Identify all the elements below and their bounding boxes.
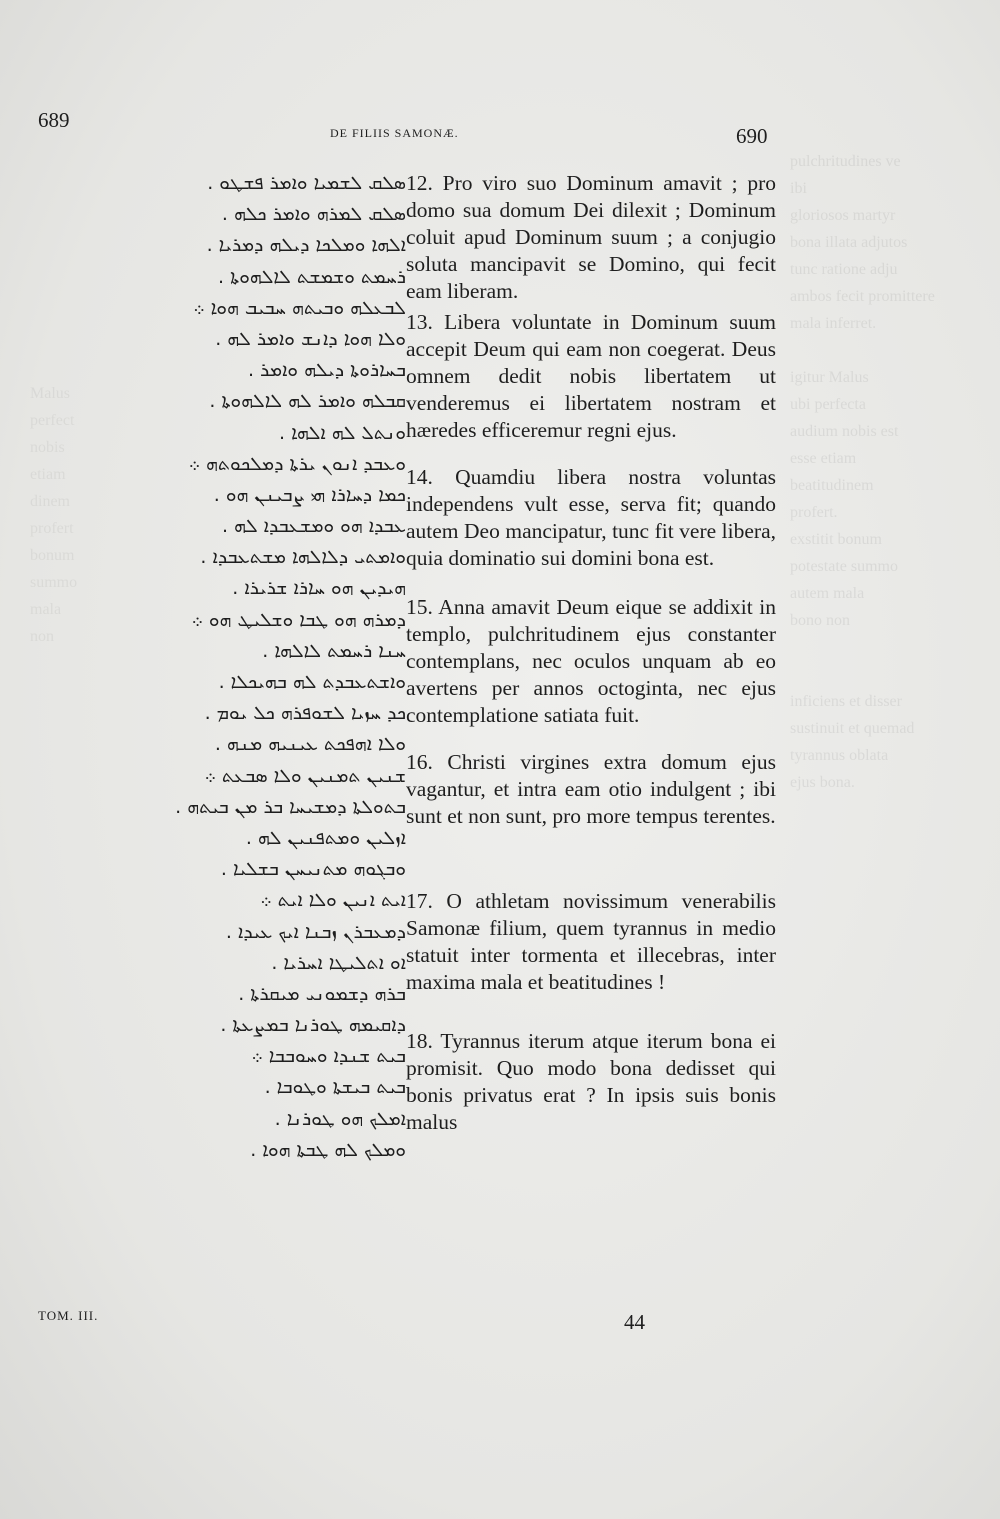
syriac-line: ܕܐܩܝܡܗ ܛܘܪܢܐ ܒܡܨܥܬܐ . <box>220 1014 406 1037</box>
syriac-line: ܐܙܠܝܢ ܘܡܬܦܢܝܢ ܠܗ . <box>245 826 406 849</box>
syriac-line: ܗܝܕܝܢ ܗܘ ܚܐܪܐ ܫܪܝܪܐ . <box>232 577 406 600</box>
running-head: DE FILIIS SAMONÆ. <box>330 126 459 140</box>
syriac-line: ܩܒܠܗ ܘܐܡܪ ܠܗ ܠܐܠܗܘܬܐ . <box>209 390 406 413</box>
syriac-line: ܘܠܐ ܐܗܦܟܬ ܥܝܢܝܗ ܡܢܗ . <box>214 733 406 756</box>
latin-paragraph-18: 18. Tyrannus iterum atque iterum bona ei promisit. Quo modo bona dedisset qui bonis privatus erat ? In ipsis suis bonis malus <box>406 1029 776 1134</box>
syriac-line: ܣܠܩ ܠܡܪܗ ܘܐܡܪ ܟܠܗ . <box>221 203 406 226</box>
latin-paragraph-14: 14. Quamdiu libera nostra voluntas independens vult esse, serva fit; quando autem Deo mancipatur, tunc fit vere libera, quia dominatio sui domini bona est. <box>406 465 776 570</box>
syriac-line: ܪܚܡܬ ܘܫܡܫܬ ܠܐܠܗܘܬܐ . <box>218 265 406 288</box>
syriac-line: ܘܥܒܕ ܐܢܘܢ ܝܪܬܐ ܕܡܠܟܘܬܗ ܀ <box>188 452 406 475</box>
signature-mark: 44 <box>624 1310 645 1334</box>
syriac-line: ܒܝܬ ܫܢܕܐ ܘܚܘܒܒܐ ܀ <box>251 1045 406 1068</box>
syriac-line: ܣܠܩ ܠܫܡܝܐ ܘܐܡܪ ܦܫܛܘ . <box>207 172 406 194</box>
syriac-line: ܟܡܐ ܕܚܐܪܐ ܗܝ ܨܒܝܢܢ ܗܘ . <box>213 483 406 506</box>
syriac-line: ܘܐܡܬܝ ܕܠܐܠܗܐ ܡܫܬܥܒܕܐ . <box>200 546 406 569</box>
syriac-line: ܚܢܐ ܪܚܡܬ ܠܐܠܗܐ . <box>262 639 406 662</box>
syriac-line: ܒܚܐܪܘܬܐ ܕܝܠܗ ܘܐܡܪ . <box>247 359 406 382</box>
latin-paragraph-12: 12. Pro viro suo Dominum amavit ; pro domo sua domum Dei dilexit ; Dominum coluit apud Dominum suum ; a conjugio soluta mancipavit se Domino, qui fecit eam liberam. <box>406 171 776 303</box>
syriac-line: ܫܢܝܢ ܬܡܢܝܢ ܘܠܐ ܣܒܥܬ ܀ <box>204 764 406 787</box>
syriac-line: ܕܡܪܗ ܗܘ ܛܒܐ ܘܫܠܝܛ ܗܘ ܀ <box>191 608 406 631</box>
syriac-line: ܐܝܬ ܐܢܝܢ ܘܠܐ ܐܝܬ ܀ <box>260 889 406 912</box>
latin-paragraph-13: 13. Libera voluntate in Dominum suum accepit Deum qui eam non coegerat. Deus omnem dedit nobis libertatem ut venderemus ei libertatem nostram et hæredes efficeremur regni ejus. <box>406 310 776 442</box>
syriac-line: ܐܘ ܐܬܠܝܛܐ ܐܚܪܝܐ . <box>271 951 406 974</box>
latin-paragraph-15: 15. Anna amavit Deum eique se addixit in templo, pulchritudinem ejus constanter contemplans, nec oculos unquam ab eo avertens per annos octoginta, nec ejus contemplatione satiata fuit. <box>406 595 776 727</box>
latin-paragraph-17: 17. O athletam novissimum venerabilis Samonæ filium, quem tyrannus in medio statuit inter tormenta et illecebras, inter maxima mala et beatitudines ! <box>406 889 776 994</box>
syriac-line: ܐܡܠܟ ܗܘ ܛܘܪܢܐ . <box>274 1107 406 1130</box>
latin-column <box>406 170 776 1136</box>
syriac-line: ܠܒܥܠܗ ܘܒܝܬܗ ܚܒܝܒ ܗܘܐ ܀ <box>193 296 406 319</box>
syriac-column <box>110 168 406 1166</box>
syriac-line: ܘܒܓܘܗ ܡܬܢܝܚܢ ܒܫܠܝܐ . <box>220 858 406 881</box>
syriac-line: ܒܪܗ ܕܫܡܘܢܝ ܡܝܩܪܬܐ . <box>238 982 406 1005</box>
latin-paragraph-16: 16. Christi virgines extra domum ejus vagantur, et intra eam otio indulgent ; ibi sunt et non sunt, pro more tempus terentes. <box>406 750 776 828</box>
left-page-number: 689 <box>38 108 70 132</box>
syriac-line: ܟܕ ܚܙܝܐ ܠܫܘܦܪܗ ܟܠ ܝܘܡ . <box>204 702 406 725</box>
syriac-line: ܘܐܫܬܥܒܕܬ ܠܗ ܒܗܝܟܠܐ . <box>218 671 406 693</box>
syriac-line: ܕܡܥܒܪܢ ܙܒܢܐ ܐܝܟ ܥܝܕܐ . <box>225 920 406 943</box>
volume-label: TOM. III. <box>38 1308 99 1323</box>
syriac-line: ܒܝܬ ܒܝܫܬܐ ܘܛܘܒܐ . <box>264 1076 406 1099</box>
show-through-text: pulchritudines ve ibi gloriosos martyr bona illata adjutos tunc ratione adju ambos fecit promittere mala inferret. igitur Malus ubi perfecta audium nobis est esse etiam beatitudinem profert. exstitit bonum potestate summo autem mala bono non inficiens et disser sustinuit et quemad tyrannus oblata ejus bona. <box>790 153 935 791</box>
syriac-line: ܘܠܐ ܗܘܐ ܕܐܢܫ ܘܐܡܪ ܠܗ . <box>215 327 406 350</box>
syriac-line: ܒܬܘܠܬܐ ܕܡܫܝܚܐ ܒܪ ܡܢ ܒܝܬܗ . <box>175 795 406 818</box>
syriac-line: ܘܡܠܟ ܠܗ ܛܒܬܐ ܗܘܐ . <box>250 1138 406 1161</box>
show-through-text-left: Malus perfect nobis etiam dinem profert bonum summo mala non <box>30 385 78 645</box>
syriac-line: ܐܠܗܐ ܘܡܠܟܐ ܕܝܠܗ ܕܡܪܝܐ . <box>206 234 406 257</box>
syriac-line: ܥܒܕܐ ܗܘ ܘܡܫܥܒܕܐ ܠܗ . <box>221 515 406 538</box>
syriac-line: ܘܢܬܠ ܠܗ ܐܠܗܐ . <box>279 421 406 444</box>
right-page-number: 690 <box>736 124 768 148</box>
